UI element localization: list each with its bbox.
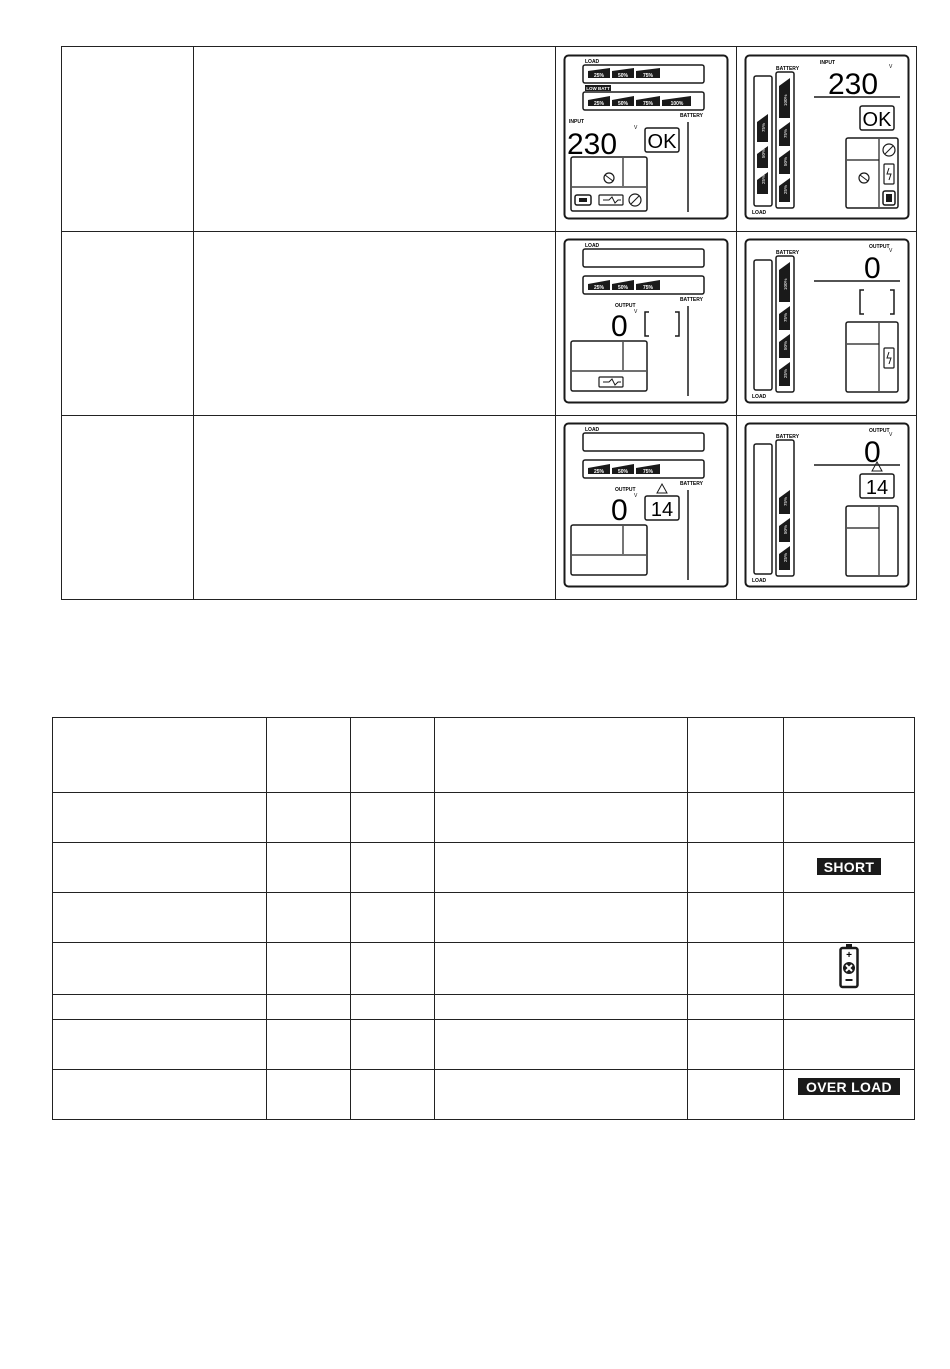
load-vertical-bars <box>757 114 768 194</box>
svg-text:V: V <box>634 309 638 315</box>
table-row <box>53 793 915 843</box>
lcd-vertical-fault <box>744 422 910 588</box>
svg-text:100%: 100% <box>670 100 684 107</box>
lcd-voltage-reading: 230 <box>567 127 618 161</box>
svg-text:50%: 50% <box>782 524 788 534</box>
svg-text:75%: 75% <box>642 285 654 291</box>
svg-text:75%: 75% <box>782 128 788 138</box>
row1-horizontal-lcd-cell <box>556 47 737 232</box>
battery-vertical-bars <box>779 262 790 386</box>
fault-code: 14 <box>650 499 674 521</box>
table-row <box>53 893 915 943</box>
lcd-horizontal-normal <box>563 54 729 220</box>
row2-description-cell <box>194 232 556 416</box>
load-level-bars <box>588 68 660 79</box>
svg-text:25%: 25% <box>593 285 605 291</box>
svg-text:50%: 50% <box>782 156 788 166</box>
svg-text:BATTERY: BATTERY <box>775 65 799 72</box>
svg-text:75%: 75% <box>642 100 654 107</box>
svg-text:V: V <box>634 124 638 131</box>
row3-description-cell <box>194 416 556 600</box>
svg-text:50%: 50% <box>782 340 788 350</box>
svg-text:OUTPUT: OUTPUT <box>868 244 890 250</box>
svg-text:OUTPUT: OUTPUT <box>615 487 636 493</box>
row2-mode-cell <box>62 232 194 416</box>
svg-text:50%: 50% <box>617 469 629 475</box>
lcd-horizontal-battery <box>563 238 729 404</box>
lcd-horizontal-fault <box>563 422 729 588</box>
fault-table <box>52 717 915 1120</box>
row1-vertical-lcd-cell <box>737 47 917 232</box>
table-row <box>53 1070 915 1120</box>
lcd-load-label: LOAD <box>585 58 600 65</box>
svg-text:50%: 50% <box>617 100 629 107</box>
svg-text:0: 0 <box>863 252 881 285</box>
svg-text:100%: 100% <box>782 93 788 106</box>
short-icon: SHORT <box>817 858 882 875</box>
svg-text:LOAD: LOAD <box>751 394 766 400</box>
svg-text:LOAD: LOAD <box>751 209 766 216</box>
svg-text:75%: 75% <box>782 312 788 322</box>
svg-text:50%: 50% <box>617 285 629 291</box>
svg-text:0: 0 <box>611 494 628 527</box>
display-table <box>61 46 917 600</box>
svg-text:50%: 50% <box>760 148 766 158</box>
battery-fault-icon-cell <box>784 943 915 995</box>
row2-horizontal-lcd-cell <box>556 232 737 416</box>
svg-text:LOAD: LOAD <box>585 243 600 249</box>
battery-level-bars <box>588 96 691 107</box>
battery-level-bars <box>588 280 660 291</box>
svg-text:V: V <box>888 248 892 254</box>
display-row-1 <box>62 47 917 232</box>
warning-icon <box>657 484 667 493</box>
header-cell-5 <box>688 718 784 793</box>
svg-text:BATTERY: BATTERY <box>679 297 703 303</box>
svg-text:14: 14 <box>865 477 888 499</box>
svg-text:75%: 75% <box>642 469 654 475</box>
svg-text:BATTERY: BATTERY <box>775 434 799 440</box>
svg-text:25%: 25% <box>593 72 605 79</box>
svg-text:50%: 50% <box>617 72 629 79</box>
svg-text:100%: 100% <box>782 278 788 290</box>
svg-text:OK: OK <box>862 108 891 131</box>
display-row-3 <box>62 416 917 600</box>
overload-icon: OVER LOAD <box>798 1078 900 1095</box>
svg-text:75%: 75% <box>782 496 788 506</box>
fault-table-header <box>53 718 915 793</box>
svg-text:INPUT: INPUT <box>819 59 835 66</box>
svg-text:0: 0 <box>611 310 628 343</box>
svg-text:25%: 25% <box>782 368 788 378</box>
overload-icon-cell <box>784 1070 915 1120</box>
row2-vertical-lcd-cell <box>737 232 917 416</box>
header-cell-2 <box>267 718 351 793</box>
battery-fault-icon <box>839 943 859 989</box>
svg-text:25%: 25% <box>760 174 766 184</box>
row3-horizontal-lcd-cell <box>556 416 737 600</box>
short-icon-cell <box>784 843 915 893</box>
svg-text:OUTPUT: OUTPUT <box>868 428 890 434</box>
row3-vertical-lcd-cell <box>737 416 917 600</box>
table-row <box>53 843 915 893</box>
lcd-input-label: INPUT <box>569 118 584 125</box>
battery-vertical-bars <box>779 490 790 570</box>
svg-text:25%: 25% <box>782 184 788 194</box>
svg-text:BATTERY: BATTERY <box>679 481 703 487</box>
lcd-battery-label: BATTERY <box>679 112 703 119</box>
row1-mode-cell <box>62 47 194 232</box>
table-row <box>53 1020 915 1070</box>
header-cell-6 <box>784 718 915 793</box>
svg-text:LOAD: LOAD <box>751 578 766 584</box>
svg-text:0: 0 <box>863 436 881 469</box>
table-row <box>53 943 915 995</box>
svg-text:75%: 75% <box>642 72 654 79</box>
svg-text:25%: 25% <box>782 552 788 562</box>
low-batt-label: LOW BATT <box>586 85 610 91</box>
svg-text:V: V <box>634 493 638 499</box>
header-cell-1 <box>53 718 267 793</box>
row3-mode-cell <box>62 416 194 600</box>
header-cell-4 <box>435 718 688 793</box>
lcd-vertical-battery <box>744 238 910 404</box>
table-row <box>53 995 915 1020</box>
display-row-2 <box>62 232 917 416</box>
header-cell-3 <box>351 718 435 793</box>
svg-text:BATTERY: BATTERY <box>775 250 799 256</box>
battery-vertical-bars <box>779 78 790 202</box>
svg-text:25%: 25% <box>593 100 605 107</box>
svg-text:OUTPUT: OUTPUT <box>615 303 636 309</box>
battery-level-bars <box>588 464 660 475</box>
row1-description-cell <box>194 47 556 232</box>
lcd-vertical-normal <box>744 54 910 220</box>
svg-text:V: V <box>888 63 892 70</box>
svg-text:230: 230 <box>827 67 878 101</box>
svg-text:+: + <box>846 950 852 961</box>
svg-text:75%: 75% <box>760 122 766 132</box>
svg-text:25%: 25% <box>593 469 605 475</box>
svg-text:LOAD: LOAD <box>585 427 600 433</box>
svg-text:V: V <box>888 432 892 438</box>
lcd-status-ok: OK <box>647 130 677 153</box>
